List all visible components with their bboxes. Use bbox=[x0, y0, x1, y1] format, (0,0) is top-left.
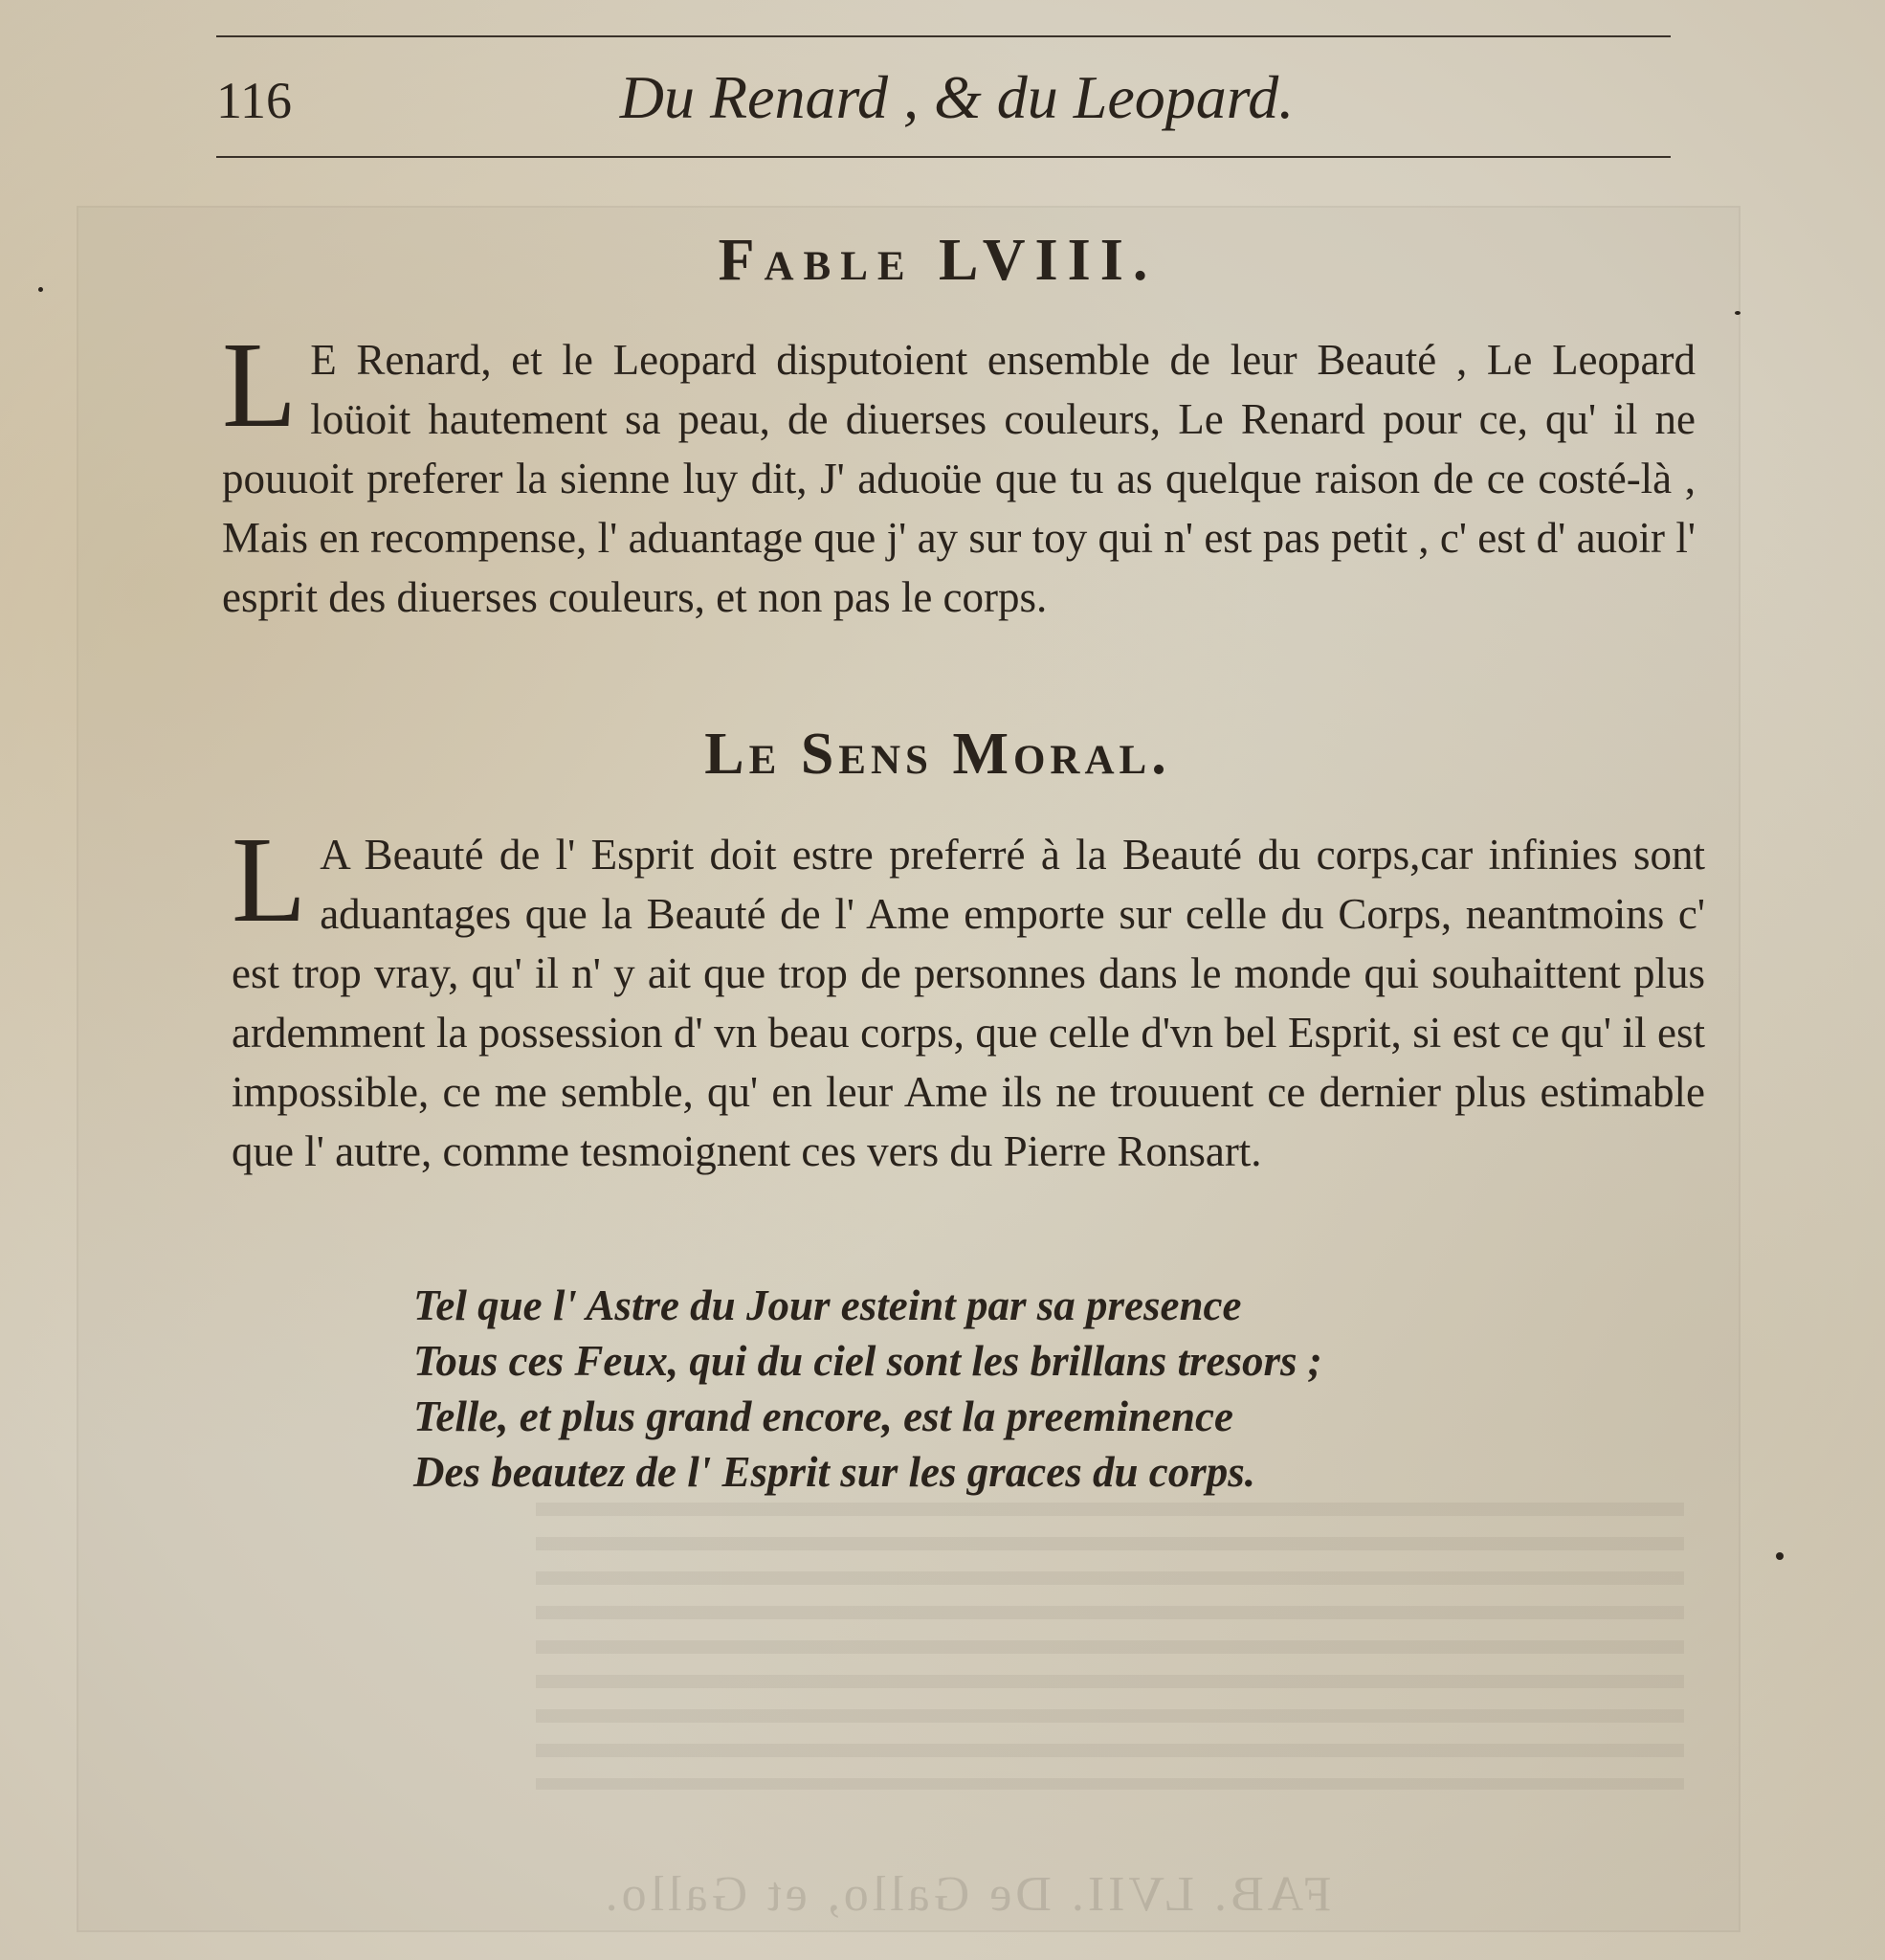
fable-paragraph bbox=[222, 317, 1696, 627]
ink-speck bbox=[1735, 311, 1741, 315]
fable-dropcap: L bbox=[222, 317, 298, 453]
header-rule-top bbox=[216, 35, 1671, 37]
verse-line: Tous ces Feux, qui du ciel sont les brillans tresors ; bbox=[413, 1337, 1322, 1385]
moral-dropcap: L bbox=[232, 812, 307, 947]
fable-title: Fable LVIII. bbox=[718, 228, 1158, 293]
ink-speck bbox=[38, 287, 43, 292]
ink-speck bbox=[1776, 1552, 1784, 1560]
verse-line: Tel que l' Astre du Jour esteint par sa presence bbox=[413, 1281, 1242, 1329]
verse-block bbox=[413, 1278, 1562, 1500]
show-through-heading: FAB. LVII. De Gallo, et Gallo. bbox=[601, 1867, 1332, 1922]
header-rule-bottom bbox=[216, 156, 1671, 158]
fable-text: E Renard, et le Leopard disputoient ensemble de leur Beauté , Le Leopard loüoit hautement sa peau, de diuerses couleurs, Le Renard pour ce, qu' il ne pouuoit preferer la sienne luy dit, J' aduoüe que tu as quelque raison de ce costé-là , Mais en recompense, l' aduantage que j' ay sur toy qui n' est pas petit , c' est d' auoir l' esprit des diuerses couleurs, et non pas le corps. bbox=[222, 336, 1696, 621]
verse-line: Telle, et plus grand encore, est la preeminence bbox=[413, 1392, 1233, 1440]
moral-paragraph bbox=[232, 812, 1705, 1181]
running-title: Du Renard , & du Leopard. bbox=[619, 63, 1295, 131]
moral-title: Le Sens Moral. bbox=[704, 722, 1171, 787]
moral-text: A Beauté de l' Esprit doit estre preferré à la Beauté du corps,car infinies sont aduantages que la Beauté de l' Ame emporte sur celle du Corps, neantmoins c' est trop vray, qu' il n' y ait que trop de personnes dans le monde qui souhaittent plus ardemment la possession d' vn beau corps, que celle d'vn bel Esprit, si est ce qu' il est impossible, ce me semble, qu' en leur Ame ils ne trouuent ce dernier plus estimable que l' autre, comme tesmoignent ces vers du Pierre Ronsart. bbox=[232, 831, 1705, 1175]
show-through-text bbox=[536, 1503, 1684, 1790]
verse-line: Des beautez de l' Esprit sur les graces du corps. bbox=[413, 1448, 1256, 1496]
page-number: 116 bbox=[216, 72, 292, 129]
